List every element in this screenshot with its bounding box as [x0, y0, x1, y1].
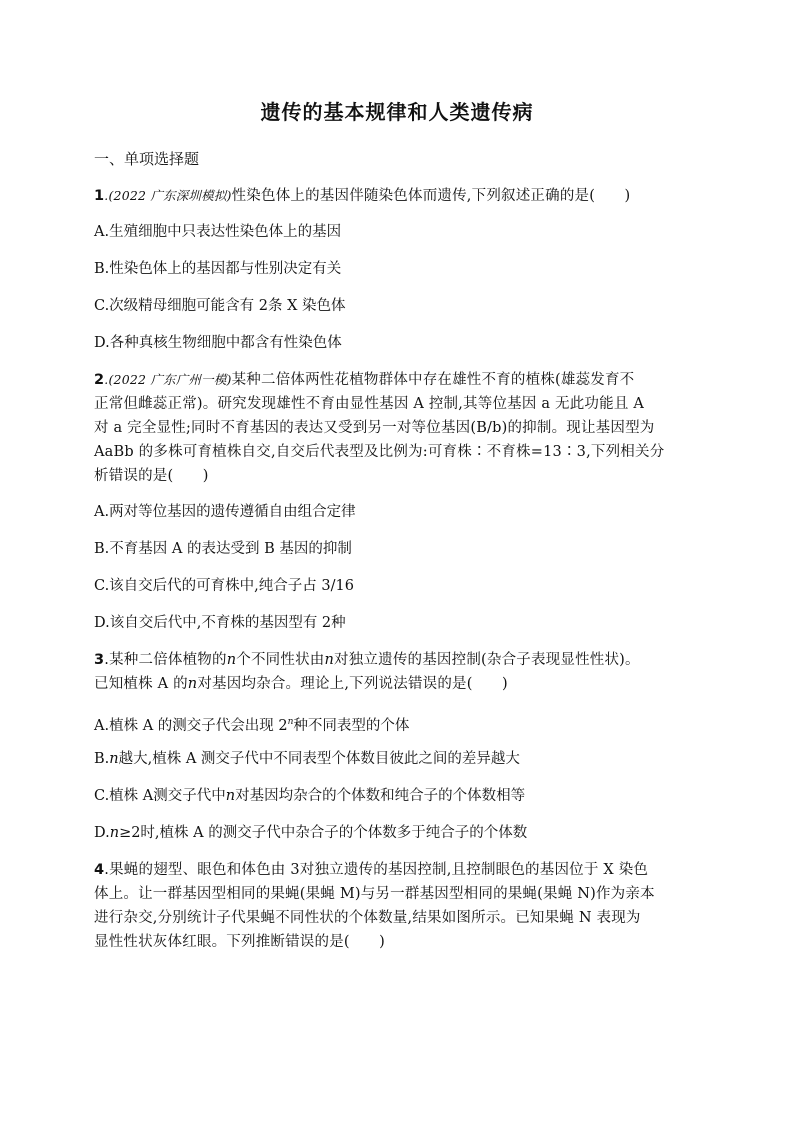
question-4-line-4: 显性性状灰体红眼。下列推断错误的是( ): [94, 934, 386, 950]
option-text: 对基因均杂合的个体数和纯合子的个体数相等: [235, 788, 526, 804]
q1-option-d: D.各种真核生物细胞中都含有性染色体: [94, 335, 342, 351]
option-text: ≥2时,植株 A 的测交子代中杂合子的个体数多于纯合子的个体数: [119, 825, 528, 841]
question-2-line-2: 正常但雌蕊正常)。研究发现雄性不育由显性基因 A 控制,其等位基因 a 无此功能且 A: [94, 396, 644, 412]
question-source: .(2022 广东广州一模): [104, 372, 232, 387]
question-3-stem: [94, 648, 700, 696]
question-text: 已知植株 A 的: [94, 676, 188, 692]
option-text: 种不同表型的个体: [293, 717, 410, 734]
question-2-stem: [94, 368, 700, 488]
question-number: 1: [94, 188, 105, 204]
question-3-line-1: [94, 648, 700, 672]
question-text: .果蝇的翅型、眼色和体色由 3对独立遗传的基因控制,且控制眼色的基因位于 X 染色: [104, 862, 649, 878]
question-text: 对独立遗传的基因控制(杂合子表现显性性状)。: [334, 652, 640, 668]
option-text: D.: [94, 825, 110, 841]
variable-n: n: [226, 652, 237, 668]
q2-option-c: C.该自交后代的可育株中,纯合子占 3/16: [94, 578, 354, 594]
question-text: 个不同性状由: [236, 652, 325, 668]
variable-n: n: [187, 676, 198, 692]
option-text: A.植株 A 的测交子代会出现 2: [94, 717, 288, 734]
question-3-line-2: [94, 672, 700, 696]
q3-option-b: [94, 747, 700, 771]
q2-option-b: B.不育基因 A 的表达受到 B 基因的抑制: [94, 541, 352, 557]
q2-option-a: A.两对等位基因的遗传遵循自由组合定律: [94, 504, 356, 520]
q1-option-c: C.次级精母细胞可能含有 2条 X 染色体: [94, 298, 346, 314]
section-heading: 一、单项选择题: [94, 150, 200, 168]
question-text: 对基因均杂合。理论上,下列说法错误的是( ): [197, 676, 508, 692]
option-text: C.植株 A测交子代中: [94, 788, 226, 804]
q1-option-a: A.生殖细胞中只表达性染色体上的基因: [94, 224, 342, 240]
question-4-stem: [94, 858, 700, 954]
question-number: 2: [94, 372, 105, 388]
question-text: .某种二倍体植物的: [104, 652, 227, 668]
question-number: 3: [94, 652, 105, 668]
variable-n: n: [225, 788, 236, 804]
q3-option-a: [94, 710, 700, 738]
question-text: 某种二倍体两性花植物群体中存在雄性不育的植株(雄蕊发育不: [231, 372, 635, 388]
question-4-line-2: 体上。让一群基因型相同的果蝇(果蝇 M)与另一群基因型相同的果蝇(果蝇 N)作为亲本: [94, 886, 655, 902]
page-title: 遗传的基本规律和人类遗传病: [260, 100, 534, 124]
variable-n: n: [109, 825, 120, 841]
question-2-line-1: [94, 368, 700, 392]
q1-option-b: B.性染色体上的基因都与性别决定有关: [94, 261, 342, 277]
variable-n: n: [324, 652, 335, 668]
question-number: 4: [94, 862, 105, 878]
q3-option-d: [94, 821, 700, 845]
question-1-stem: [94, 184, 700, 208]
option-text: 越大,植株 A 测交子代中不同表型个体数目彼此之间的差异越大: [118, 751, 520, 767]
variable-n: n: [109, 751, 119, 767]
question-source: .(2022 广东深圳模拟): [104, 188, 232, 203]
question-4-line-1: [94, 858, 700, 882]
question-text: 性染色体上的基因伴随染色体而遗传,下列叙述正确的是( ): [231, 188, 631, 204]
question-2-line-5: 析错误的是( ): [94, 468, 209, 484]
q2-option-d: D.该自交后代中,不育株的基因型有 2种: [94, 615, 346, 631]
question-2-line-3: 对 a 完全显性;同时不育基因的表达又受到另一对等位基因(B/b)的抑制。现让基因型为: [94, 420, 655, 436]
question-4-line-3: 进行杂交,分别统计子代果蝇不同性状的个体数量,结果如图所示。已知果蝇 N 表现为: [94, 910, 641, 926]
option-text: B.: [94, 751, 110, 767]
superscript-n: n: [287, 717, 294, 727]
q3-option-c: [94, 784, 700, 808]
question-2-line-4: AaBb 的多株可育植株自交,自交后代表型及比例为:可育株∶不育株=13∶3,下列相关分: [94, 444, 665, 460]
